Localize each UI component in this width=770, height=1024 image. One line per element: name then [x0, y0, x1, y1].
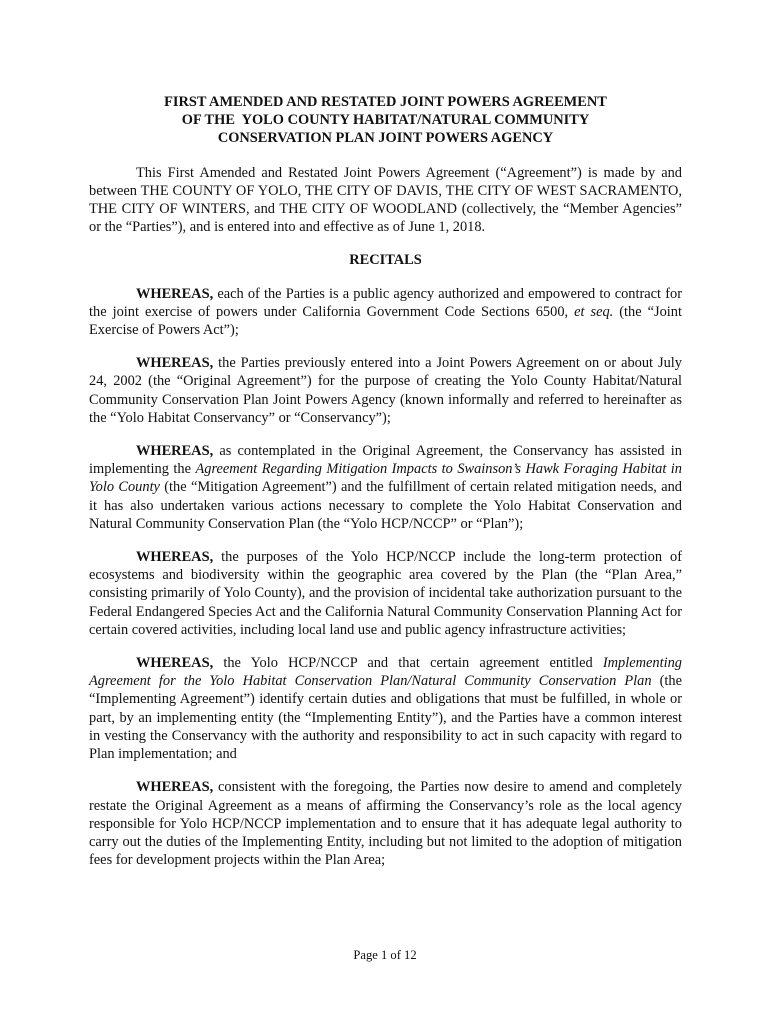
document-body: [89, 93, 682, 869]
title-line-2: OF THE YOLO COUNTY HABITAT/NATURAL COMMUNITY: [181, 112, 590, 129]
recital-text: the Yolo HCP/NCCP and that certain agreement entitled: [213, 655, 603, 672]
recital-paragraph-5: [89, 654, 682, 763]
intro-paragraph: This First Amended and Restated Joint Powers Agreement (“Agreement”) is made by and between THE COUNTY OF YOLO, THE CITY OF DAVIS, THE CITY OF WEST SACRAMENTO, THE CITY OF WINTERS, and THE CITY OF WOODLAND (collectively, the “Member Agencies” or the “Parties”), and is entered into and effective as of June 1, 2018.: [89, 164, 682, 236]
whereas-label: WHEREAS,: [136, 443, 214, 460]
recital-text: the Parties previously entered into a Joint Powers Agreement on or about July 24, 2002 (the “Original Agreement”) for the purpose of creating the Yolo County Habitat/Natural Community Conservation Plan Joint Powers Agency (known informally and referred to hereinafter as the “Yolo Habitat Conservancy” or “Conservancy”);: [89, 355, 682, 426]
title-line-1: FIRST AMENDED AND RESTATED JOINT POWERS AGREEMENT: [164, 94, 607, 110]
recital-paragraph-6: [89, 778, 682, 869]
recital-italic: Agreement Regarding Mitigation Impacts to Swainson’s Hawk Foraging Habitat in Yolo County: [89, 461, 682, 496]
recital-text: the purposes of the Yolo HCP/NCCP include the long-term protection of ecosystems and biodiversity within the geographic area covered by the Plan (the “Plan Area,” consisting primarily of Yolo County), and the provision of incidental take authorization pursuant to the Federal Endangered Species Act and the California Natural Community Conservation Planning Act for certain covered activities, including local land use and public agency infrastructure activities;: [89, 549, 682, 638]
recitals-heading: RECITALS: [349, 252, 422, 269]
title-line-3: CONSERVATION PLAN JOINT POWERS AGENCY: [217, 130, 554, 147]
page-number-footer: Page 1 of 12: [353, 948, 417, 962]
recital-paragraph-1: [89, 285, 682, 340]
whereas-label: WHEREAS,: [136, 285, 214, 302]
recital-italic: Implementing Agreement for the Yolo Habitat Conservation Plan/Natural Community Conservation Plan: [89, 655, 682, 690]
whereas-label: WHEREAS,: [136, 655, 214, 672]
recital-text: (the “Mitigation Agreement”) and the fulfillment of certain related mitigation needs, and it has also undertaken various actions necessary to complete the Yolo Habitat Conservation and Natural Community Conservation Plan (the “Yolo HCP/NCCP” or “Plan”);: [89, 479, 682, 532]
document-title: [89, 93, 682, 148]
recital-text: (the “Implementing Agreement”) identify certain duties and obligations that must be fulfilled, in whole or part, by an implementing entity (the “Implementing Entity”), and the Parties have a common interest in vesting the Conservancy with the authority and responsibility to act in such capacity with regard to Plan implementation; and: [89, 673, 682, 763]
recital-text: (the “Joint Exercise of Powers Act”);: [89, 303, 682, 339]
whereas-label: WHEREAS,: [136, 549, 214, 566]
recital-text: consistent with the foregoing, the Parties now desire to amend and completely restate the Original Agreement as a means of affirming the Conservancy’s role as the local agency responsible for Yolo HCP/NCCP implementation and to ensure that it has adequate legal authority to carry out the duties of the Implementing Entity, including but not limited to the adoption of mitigation fees for development projects within the Plan Area;: [89, 779, 682, 869]
whereas-label: WHEREAS,: [136, 355, 214, 372]
whereas-label: WHEREAS,: [136, 779, 214, 796]
recital-paragraph-3: [89, 442, 682, 533]
recital-text: as contemplated in the Original Agreement, the Conservancy has assisted in implementing the: [89, 443, 682, 478]
recital-text: each of the Parties is a public agency authorized and empowered to contract for the joint exercise of powers under California Government Code Sections 6500,: [89, 285, 682, 320]
recital-paragraph-4: [89, 548, 682, 639]
recital-paragraph-2: [89, 354, 682, 427]
recital-italic: et seq.: [574, 303, 614, 320]
